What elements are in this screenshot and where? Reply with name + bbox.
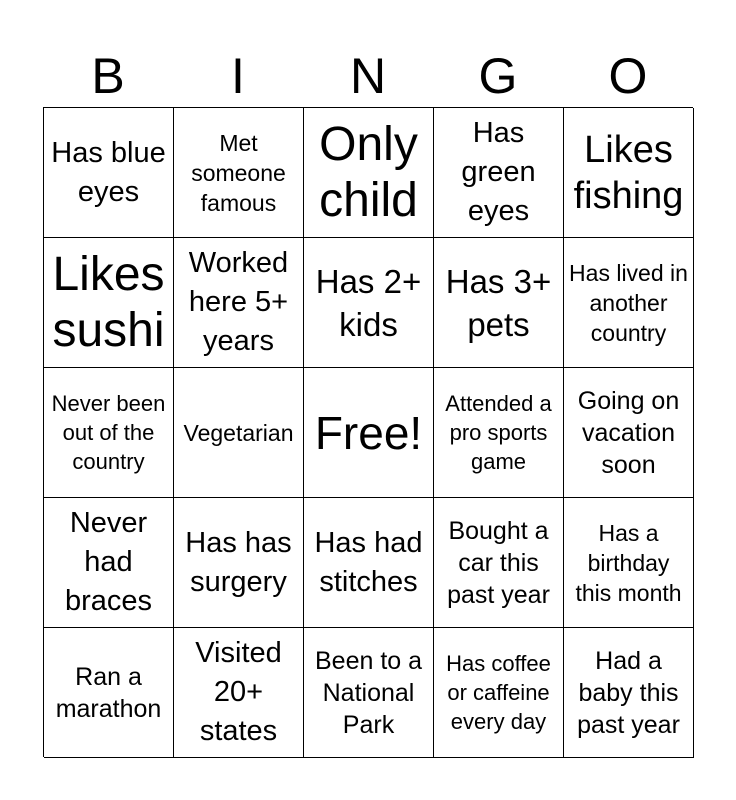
cell-text: Never had braces [64,507,153,617]
bingo-header [43,44,693,108]
bingo-cell[interactable] [174,238,304,368]
header-letter-i: I [231,48,245,104]
bingo-grid [43,107,693,757]
cell-text: Has a birthday this month [575,519,682,606]
cell-text: Been to a National Park [314,646,423,739]
cell-text: Worked here 5+ years [188,247,289,357]
header-letter-n: N [349,48,387,104]
cell-text: Has has surgery [185,526,292,598]
bingo-cell[interactable] [434,108,564,238]
bingo-cell[interactable] [304,238,434,368]
bingo-cell[interactable] [44,238,174,368]
cell-text: Only child [319,117,418,227]
cell-text: Ran a marathon [55,662,162,723]
bingo-cell[interactable] [564,628,694,758]
bingo-cell[interactable] [304,498,434,628]
cell-text: Has 2+ kids [315,262,422,343]
bingo-cell[interactable] [44,368,174,498]
cell-text: Met someone famous [191,129,286,216]
cell-text: Had a baby this past year [577,646,680,739]
bingo-cell-free[interactable] [304,368,434,498]
cell-text: Vegetarian [183,419,294,446]
bingo-cell[interactable] [174,628,304,758]
bingo-cell[interactable] [44,498,174,628]
cell-text: Free! [314,406,423,459]
bingo-cell[interactable] [564,108,694,238]
cell-text: Has coffee or caffeine every day [446,651,551,734]
bingo-cell[interactable] [44,108,174,238]
cell-text: Likes fishing [573,128,684,217]
header-letter-g: G [478,48,518,104]
cell-text: Has 3+ pets [445,262,552,343]
bingo-cell[interactable] [564,368,694,498]
header-letter-o: O [608,48,648,104]
cell-text: Attended a pro sports game [445,391,552,474]
bingo-cell[interactable] [434,628,564,758]
cell-text: Visited 20+ states [195,637,282,747]
bingo-cell[interactable] [564,238,694,368]
bingo-cell[interactable] [434,498,564,628]
bingo-cell[interactable] [44,628,174,758]
cell-text: Has had stitches [314,526,423,598]
cell-text: Likes sushi [52,247,165,357]
bingo-cell[interactable] [174,108,304,238]
bingo-cell[interactable] [434,368,564,498]
cell-text: Has green eyes [461,117,536,227]
cell-text: Bought a car this past year [447,516,550,609]
bingo-cell[interactable] [174,498,304,628]
cell-text: Going on vacation soon [577,386,680,479]
bingo-cell[interactable] [434,238,564,368]
cell-text: Never been out of the country [51,391,166,474]
bingo-cell[interactable] [174,368,304,498]
bingo-cell[interactable] [304,628,434,758]
header-letter-b: B [91,48,125,104]
bingo-cell[interactable] [304,108,434,238]
cell-text: Has lived in another country [569,259,688,346]
cell-text: Has blue eyes [51,136,166,208]
bingo-cell[interactable] [564,498,694,628]
